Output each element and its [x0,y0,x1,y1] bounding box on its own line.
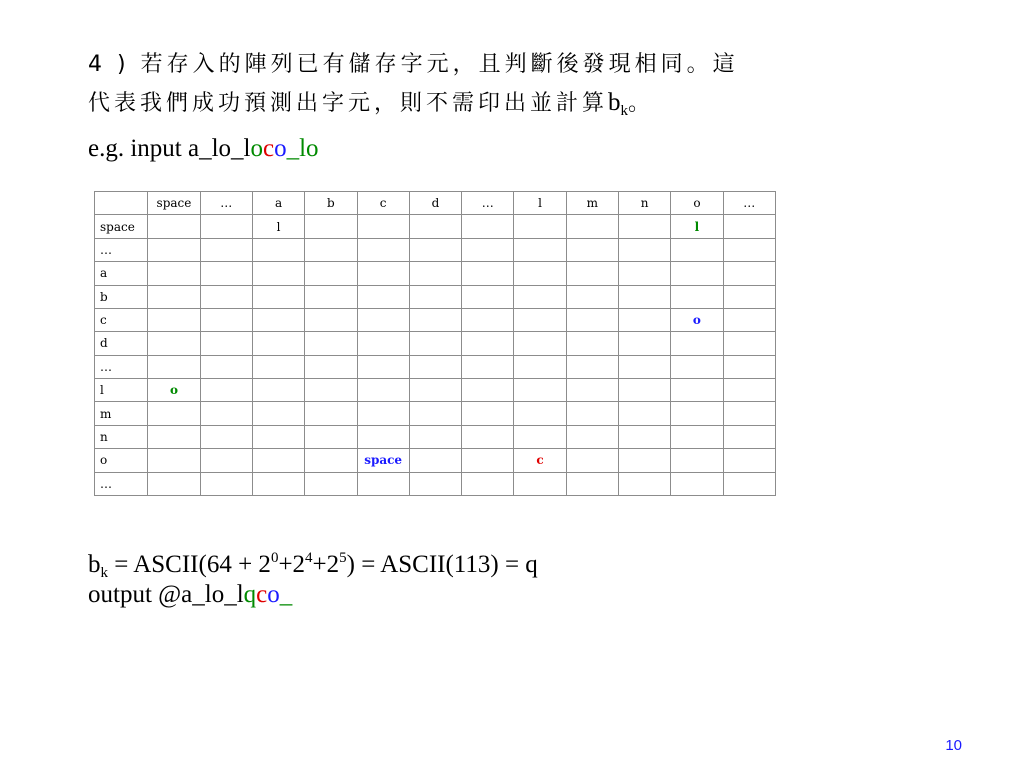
table-cell [566,262,618,285]
row-header: l [95,379,148,402]
table-cell [566,332,618,355]
table-cell [200,402,252,425]
table-cell: l [252,215,304,238]
table-cell [671,285,723,308]
formula-exponent-1: 0 [270,550,279,566]
table-cell [252,332,304,355]
intro-line-2-text: 代表我們成功預測出字元，則不需印出並計算 [88,91,609,116]
table-row [95,215,776,238]
table-row [95,332,776,355]
table-cell: o [148,379,200,402]
output-c: c [256,581,268,608]
table-cell [357,262,409,285]
table-row [95,262,776,285]
table-cell [252,308,304,331]
table-cell [357,332,409,355]
table-cell [409,262,461,285]
column-header: n [618,192,670,215]
table-cell [618,425,670,448]
table-cell [200,238,252,261]
row-header: … [95,355,148,378]
table-cell [148,238,200,261]
column-header: a [252,192,304,215]
table-cell [618,472,670,496]
table-cell [514,379,566,402]
prediction-table [94,191,776,496]
table-cell [200,379,252,402]
table-cell [566,238,618,261]
table-cell [723,425,775,448]
table-cell [409,425,461,448]
table-row [95,472,776,496]
table-cell [462,472,514,496]
table-cell [514,332,566,355]
table-cell [305,379,357,402]
table-cell [305,402,357,425]
table-cell [618,355,670,378]
row-header: n [95,425,148,448]
table-cell [357,355,409,378]
table-cell [200,449,252,472]
formula-part-3: +2 [312,551,340,578]
table-cell [148,472,200,496]
table-cell [514,355,566,378]
intro-line-2-end: 。 [628,91,655,116]
table-cell [618,308,670,331]
table-cell [305,332,357,355]
column-header: m [566,192,618,215]
table-cell [514,262,566,285]
table-cell [305,425,357,448]
table-cell [514,425,566,448]
table-cell [148,355,200,378]
table-cell [148,402,200,425]
table-cell [409,379,461,402]
column-header: space [148,192,200,215]
intro-bk-b: b [608,89,621,116]
table-cell [357,379,409,402]
table-cell [305,215,357,238]
table-cell: space [357,449,409,472]
table-cell [200,425,252,448]
table-cell [671,355,723,378]
table-cell [200,308,252,331]
table-cell [305,308,357,331]
table-cell [200,332,252,355]
page-number: 10 [945,737,962,754]
table-cell [305,262,357,285]
table-cell [357,402,409,425]
table-cell [514,285,566,308]
table-cell [566,215,618,238]
column-header: o [671,192,723,215]
output-prefix: output @a_lo_l [88,581,244,608]
intro-line-1-text: 4 ) 若存入的陣列已有儲存字元，且判斷後發現相同。這 [88,52,739,77]
table-cell [723,308,775,331]
table-cell [618,332,670,355]
table-cell [462,379,514,402]
table-row [95,285,776,308]
table-cell [462,308,514,331]
formula-part-4: ) = ASCII(113) = q [346,551,538,578]
table-row [95,402,776,425]
example-o-first: o [250,135,263,162]
example-tail: _lo [286,135,319,162]
row-header: o [95,449,148,472]
table-cell [252,425,304,448]
table-cell [200,262,252,285]
example-prefix: e.g. input a_lo_l [88,135,251,162]
row-header: space [95,215,148,238]
table-cell [566,449,618,472]
table-cell [514,215,566,238]
table-cell [566,402,618,425]
table-cell [566,308,618,331]
row-header: d [95,332,148,355]
table-cell [723,262,775,285]
table-header-row [95,192,776,215]
table-cell [148,449,200,472]
table-row [95,238,776,261]
table-corner-cell [95,192,148,215]
table-cell [305,285,357,308]
table-cell [200,355,252,378]
example-line [88,134,319,164]
table-cell [148,285,200,308]
table-cell [305,449,357,472]
table-cell [409,215,461,238]
row-header: m [95,402,148,425]
table-cell [723,285,775,308]
table-cell [462,355,514,378]
output-o: o [267,581,280,608]
table-cell [252,402,304,425]
table-cell [723,449,775,472]
table-cell [462,332,514,355]
table-cell [305,238,357,261]
table-cell [148,332,200,355]
table-cell [618,449,670,472]
table-cell [462,215,514,238]
table-cell [409,402,461,425]
table-row [95,379,776,402]
table-cell [671,425,723,448]
output-underscore: _ [279,581,293,608]
table-row [95,355,776,378]
table-cell [723,332,775,355]
table-cell [252,449,304,472]
table-cell [200,215,252,238]
intro-bk-subscript: k [620,103,629,119]
column-header: c [357,192,409,215]
table-cell [462,449,514,472]
table-cell [566,379,618,402]
row-header: c [95,308,148,331]
table-cell [723,215,775,238]
table-cell [409,308,461,331]
table-cell [723,238,775,261]
output-q: q [243,581,257,608]
table-cell [618,285,670,308]
table-cell [357,238,409,261]
formula-exponent-2: 4 [305,550,313,566]
table-cell [566,285,618,308]
table-cell [200,285,252,308]
table-cell [409,285,461,308]
intro-line-2 [88,88,654,126]
table-cell [462,402,514,425]
table-cell [566,425,618,448]
formula-exponent-3: 5 [339,550,347,566]
table-cell [723,402,775,425]
table-cell [723,472,775,496]
row-header: a [95,262,148,285]
intro-line-1 [88,49,739,80]
table-cell [357,425,409,448]
table-cell [462,425,514,448]
formula-k-subscript: k [100,565,108,581]
table-cell [514,472,566,496]
table-cell [305,472,357,496]
table-cell [723,379,775,402]
row-header: b [95,285,148,308]
table-cell [252,285,304,308]
table-cell [618,238,670,261]
example-o-second: o [274,135,287,162]
table-cell [148,262,200,285]
table-cell [252,472,304,496]
table-cell: c [514,449,566,472]
table-cell [357,308,409,331]
formula-part-2: +2 [278,551,306,578]
table-cell [357,472,409,496]
table-cell [462,285,514,308]
table-cell [671,379,723,402]
column-header: l [514,192,566,215]
table-cell [462,262,514,285]
table-cell: l [671,215,723,238]
table-cell [671,238,723,261]
table-cell [148,425,200,448]
table-cell [409,332,461,355]
row-header: … [95,472,148,496]
table-cell [671,402,723,425]
table-cell [200,472,252,496]
table-cell: o [671,308,723,331]
output-line [88,580,292,610]
column-header: b [305,192,357,215]
column-header: … [462,192,514,215]
table-cell [252,238,304,261]
table-cell [514,402,566,425]
table-cell [148,215,200,238]
table-cell [409,355,461,378]
formula-b: b [88,551,101,578]
table-cell [357,285,409,308]
table-cell [618,262,670,285]
table-cell [462,238,514,261]
column-header: … [200,192,252,215]
table-cell [671,262,723,285]
table-row [95,449,776,472]
table-cell [409,449,461,472]
row-header: … [95,238,148,261]
column-header: d [409,192,461,215]
table-cell [618,215,670,238]
table-cell [671,332,723,355]
table-cell [148,308,200,331]
table-cell [566,472,618,496]
table-cell [357,215,409,238]
table-cell [305,355,357,378]
table-cell [514,238,566,261]
table-cell [409,472,461,496]
table-cell [723,355,775,378]
table-cell [514,308,566,331]
table-row [95,308,776,331]
table-cell [618,402,670,425]
formula-part-1: = ASCII(64 + 2 [108,551,271,578]
table-cell [618,379,670,402]
table-row [95,425,776,448]
table-cell [671,472,723,496]
example-c: c [262,135,275,162]
table-cell [409,238,461,261]
table-cell [252,355,304,378]
column-header: … [723,192,775,215]
table-cell [566,355,618,378]
table-cell [252,379,304,402]
table-cell [671,449,723,472]
table-cell [252,262,304,285]
